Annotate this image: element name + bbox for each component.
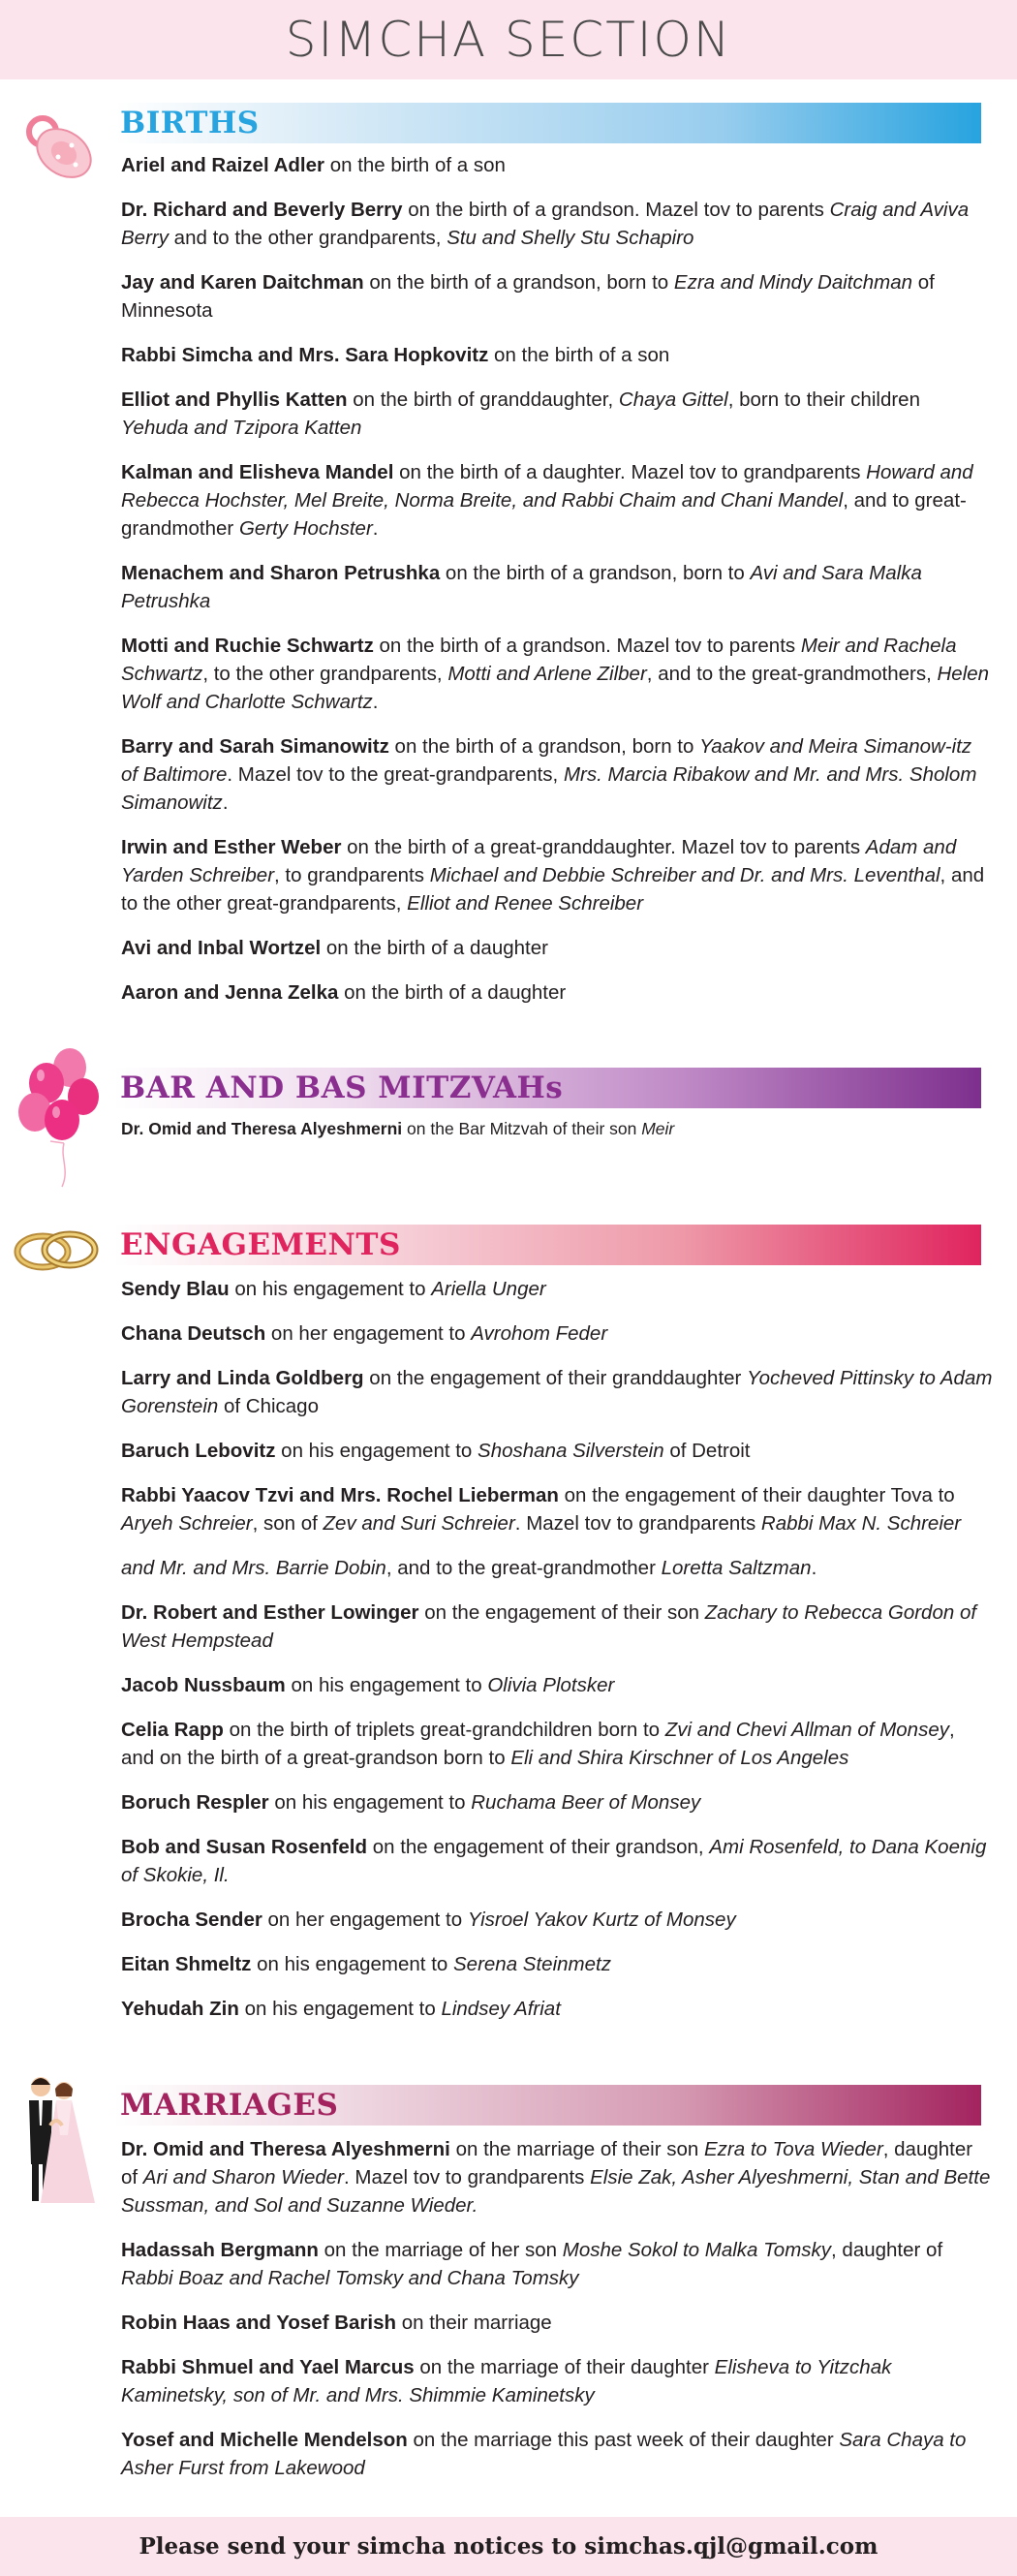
entry-text: on the marriage of their daughter (414, 2356, 715, 2378)
entry-text: , to the other grandparents, (202, 663, 448, 685)
honoree-name: Dr. Omid and Theresa Alyeshmerni (121, 2138, 450, 2160)
family-names: Ariella Unger (431, 1278, 546, 1300)
honoree-name: Robin Haas and Yosef Barish (121, 2312, 397, 2334)
family-names: Ezra and Mindy Daitchman (673, 271, 913, 294)
page-banner (0, 0, 1017, 79)
entry-text: on the birth of a great-granddaughter. Mazel tov to parents (341, 836, 866, 858)
wedding-rings-icon (8, 1223, 105, 1277)
family-names: Rabbi Boaz and Rachel Tomsky and Chana Tomsky (121, 2267, 579, 2289)
family-names: Yaakov and Meira Simanow-itz of Baltimore (121, 735, 972, 786)
footer-banner (0, 2517, 1017, 2576)
entry-text: on his engagement to (251, 1953, 453, 1975)
announcement-entry (121, 1437, 993, 1465)
family-names: Chaya Gittel (618, 388, 728, 411)
entry-text: on his engagement to (285, 1674, 488, 1696)
entry-text: on the birth of a son (488, 344, 670, 366)
entry-text: and to the other grandparents, (168, 227, 447, 249)
family-names: Loretta Saltzman (661, 1557, 812, 1579)
balloons-icon (14, 1046, 110, 1192)
honoree-name: Elliot and Phyllis Katten (121, 388, 348, 411)
family-names: Elsie Zak, Asher Alyeshmerni, Stan and Bette Sussman, and Sol and Suzanne Wieder. (121, 2166, 991, 2217)
honoree-name: Celia Rapp (121, 1719, 224, 1741)
honoree-name: Chana Deutsch (121, 1322, 266, 1345)
entry-text: on the birth of triplets great-grandchildren born to (223, 1719, 665, 1741)
entry-text: on the birth of a daughter (321, 937, 548, 959)
entry-text: of Minnesota (121, 271, 935, 322)
honoree-name: Brocha Sender (121, 1909, 262, 1931)
entry-text: , and to great-grandmother (121, 489, 967, 540)
honoree-name: Boruch Respler (121, 1791, 269, 1814)
entry-text: on the engagement of their daughter Tova to (558, 1484, 955, 1506)
family-names: Adam and Yarden Schreiber (121, 836, 957, 886)
honoree-name: Motti and Ruchie Schwartz (121, 635, 374, 657)
entry-text: on the birth of a son (324, 154, 506, 176)
announcement-entry (121, 1319, 993, 1348)
births-header (114, 103, 981, 143)
entry-text: on the Bar Mitzvah of their son (402, 1119, 642, 1138)
honoree-name: Ariel and Raizel Adler (121, 154, 324, 176)
entry-text: on the birth of a daughter (338, 981, 567, 1004)
honoree-name: Sendy Blau (121, 1278, 230, 1300)
entry-text: on his engagement to (229, 1278, 432, 1300)
entry-text: , and to the other great-grandparents, (121, 864, 985, 915)
announcement-entry (121, 268, 993, 325)
honoree-name: Avi and Inbal Wortzel (121, 937, 322, 959)
entry-text: . Mazel tov to grandparents (514, 1512, 761, 1535)
honoree-name: Bob and Susan Rosenfeld (121, 1836, 367, 1858)
announcement-entry (121, 934, 993, 962)
family-names: Zev and Suri Schreier (323, 1512, 515, 1535)
entry-text: . Mazel tov to grandparents (344, 2166, 591, 2188)
honoree-name: Yehudah Zin (121, 1998, 239, 2020)
announcement-entry (121, 2135, 993, 2219)
announcement-entry (121, 833, 993, 917)
footer-notice: Please send your simcha notices to simchas.qjl@gmail.com (139, 2533, 878, 2560)
family-names: Yocheved Pittinsky to Adam Gorenstein (121, 1367, 993, 1417)
announcement-entry (121, 1906, 993, 1934)
honoree-name: Jacob Nussbaum (121, 1674, 286, 1696)
mitzvahs-list (121, 1116, 993, 1158)
entry-text: on their marriage (396, 2312, 552, 2334)
announcement-entry (121, 1554, 993, 1582)
family-names: Craig and Aviva Berry (121, 199, 970, 249)
announcement-entry (121, 2353, 993, 2409)
entry-text: on his engagement to (275, 1440, 478, 1462)
honoree-name: Baruch Lebovitz (121, 1440, 276, 1462)
entry-text: , son of (252, 1512, 324, 1535)
announcement-entry (121, 1950, 993, 1978)
entry-text: , born to their children (727, 388, 920, 411)
births-title: BIRTHS (120, 106, 260, 140)
announcement-entry (121, 978, 993, 1007)
family-names: Ruchama Beer of Monsey (471, 1791, 701, 1814)
family-names: Lindsey Afriat (441, 1998, 561, 2020)
entry-text: on the birth of a grandson, born to (363, 271, 674, 294)
family-names: Elliot and Renee Schreiber (407, 892, 644, 915)
family-names: Ezra to Tova Wieder (703, 2138, 883, 2160)
entry-text: on his engagement to (238, 1998, 442, 2020)
entry-text: on the birth of a grandson. Mazel tov to parents (402, 199, 830, 221)
mitzvahs-title: BAR AND BAS MITZVAHs (120, 1071, 564, 1105)
family-names: Gerty Hochster (238, 517, 373, 540)
honoree-name: Eitan Shmeltz (121, 1953, 252, 1975)
page-title: SIMCHA SECTION (285, 12, 732, 68)
honoree-name: Jay and Karen Daitchman (121, 271, 364, 294)
family-names: Zachary to Rebecca Gordon of West Hempstead (121, 1601, 977, 1652)
mitzvahs-header (114, 1068, 981, 1108)
entry-text: on her engagement to (262, 1909, 468, 1931)
family-names: Moshe Sokol to Malka Tomsky (562, 2239, 832, 2261)
family-names: Sara Chaya to Asher Furst from Lakewood (121, 2429, 967, 2479)
family-names: and Mr. and Mrs. Barrie Dobin (121, 1557, 386, 1579)
bride-and-groom-icon (8, 2067, 105, 2213)
honoree-name: Rabbi Simcha and Mrs. Sara Hopkovitz (121, 344, 489, 366)
announcement-entry (121, 341, 993, 369)
entry-text: . (222, 791, 229, 814)
announcement-entry (121, 1116, 993, 1141)
honoree-name: Rabbi Yaacov Tzvi and Mrs. Rochel Lieberman (121, 1484, 559, 1506)
honoree-name: Aaron and Jenna Zelka (121, 981, 339, 1004)
family-names: Shoshana Silverstein (478, 1440, 664, 1462)
family-names: Zvi and Chevi Allman of Monsey (664, 1719, 949, 1741)
family-names: Rabbi Max N. Schreier (760, 1512, 962, 1535)
family-names: Mrs. Marcia Ribakow and Mr. and Mrs. Sholom Simanowitz (121, 763, 977, 814)
announcement-entry (121, 1833, 993, 1889)
announcement-entry (121, 632, 993, 716)
entry-text: . Mazel tov to the great-grandparents, (227, 763, 564, 786)
entry-text: , and to the great-grandmother (385, 1557, 662, 1579)
family-names: Elisheva to Yitzchak Kaminetsky, son of Mr. and Mrs. Shimmie Kaminetsky (121, 2356, 892, 2406)
announcement-entry (121, 2309, 993, 2337)
entry-text: on the birth of a daughter. Mazel tov to grandparents (393, 461, 867, 483)
entry-text: . (372, 691, 379, 713)
family-names: Howard and Rebecca Hochster, Mel Breite, Norma Breite, and Rabbi Chaim and Chani Mandel (121, 461, 973, 512)
entry-text: on the engagement of their grandson, (367, 1836, 710, 1858)
honoree-name: Kalman and Elisheva Mandel (121, 461, 394, 483)
family-names: Motti and Arlene Zilber (447, 663, 647, 685)
entry-text: on his engagement to (268, 1791, 472, 1814)
pacifier-icon (21, 107, 99, 184)
entry-text: of Detroit (663, 1440, 751, 1462)
entry-text: on the birth of a grandson. Mazel tov to parents (373, 635, 801, 657)
honoree-name: Barry and Sarah Simanowitz (121, 735, 389, 758)
marriages-list (121, 2135, 993, 2498)
entry-text: , and on the birth of a great-grandson born to (121, 1719, 955, 1769)
births-list (121, 151, 993, 1023)
entry-text: on the birth of a grandson, born to (440, 562, 751, 584)
entry-text: on the birth of granddaughter, (347, 388, 619, 411)
entry-text: . (811, 1557, 817, 1579)
entry-text: on her engagement to (265, 1322, 472, 1345)
honoree-name: Menachem and Sharon Petrushka (121, 562, 441, 584)
family-names: Avi and Sara Malka Petrushka (121, 562, 922, 612)
family-names: Meir (641, 1119, 675, 1138)
family-names: Stu and Shelly Stu Schapiro (447, 227, 694, 249)
announcement-entry (121, 2236, 993, 2292)
marriages-title: MARRIAGES (120, 2088, 339, 2123)
family-names: Helen Wolf and Charlotte Schwartz (121, 663, 990, 713)
announcement-entry (121, 196, 993, 252)
marriages-header (114, 2085, 981, 2126)
family-names: Ari and Sharon Wieder (142, 2166, 344, 2188)
engagements-header (114, 1225, 981, 1265)
announcement-entry (121, 1364, 993, 1420)
honoree-name: Yosef and Michelle Mendelson (121, 2429, 408, 2451)
entry-text: on the engagement of their granddaughter (363, 1367, 748, 1389)
announcement-entry (121, 1995, 993, 2023)
announcement-entry (121, 386, 993, 442)
entry-text: , to grandparents (274, 864, 430, 886)
announcement-entry (121, 1788, 993, 1816)
family-names: Avrohom Feder (471, 1322, 608, 1345)
honoree-name: Rabbi Shmuel and Yael Marcus (121, 2356, 415, 2378)
entry-text: on the engagement of their son (418, 1601, 705, 1624)
honoree-name: Dr. Richard and Beverly Berry (121, 199, 403, 221)
honoree-name: Dr. Omid and Theresa Alyeshmerni (121, 1119, 403, 1138)
entry-text: , daughter of (121, 2138, 973, 2188)
family-names: Michael and Debbie Schreiber and Dr. and Mrs. Leventhal (429, 864, 940, 886)
honoree-name: Dr. Robert and Esther Lowinger (121, 1601, 419, 1624)
announcement-entry (121, 559, 993, 615)
family-names: Yehuda and Tzipora Katten (121, 417, 362, 439)
family-names: Eli and Shira Kirschner of Los Angeles (510, 1747, 849, 1769)
announcement-entry (121, 1481, 993, 1537)
announcement-entry (121, 151, 993, 179)
announcement-entry (121, 1275, 993, 1303)
family-names: Aryeh Schreier (121, 1512, 253, 1535)
entry-text: , daughter of (831, 2239, 943, 2261)
entry-text: of Chicago (218, 1395, 319, 1417)
family-names: Olivia Plotsker (487, 1674, 615, 1696)
entry-text: . (372, 517, 379, 540)
engagements-title: ENGAGEMENTS (120, 1227, 401, 1262)
announcement-entry (121, 732, 993, 817)
family-names: Ami Rosenfeld, to Dana Koenig of Skokie, Il. (121, 1836, 987, 1886)
entry-text: on the marriage of her son (318, 2239, 563, 2261)
announcement-entry (121, 458, 993, 543)
honoree-name: Larry and Linda Goldberg (121, 1367, 364, 1389)
entry-text: , and to the great-grandmothers, (646, 663, 938, 685)
family-names: Yisroel Yakov Kurtz of Monsey (467, 1909, 736, 1931)
honoree-name: Hadassah Bergmann (121, 2239, 319, 2261)
family-names: Serena Steinmetz (453, 1953, 611, 1975)
honoree-name: Irwin and Esther Weber (121, 836, 342, 858)
announcement-entry (121, 2426, 993, 2482)
family-names: Meir and Rachela Schwartz (121, 635, 957, 685)
entry-text: on the marriage of their son (449, 2138, 704, 2160)
entry-text: on the marriage this past week of their daughter (407, 2429, 840, 2451)
entry-text: on the birth of a grandson, born to (388, 735, 700, 758)
announcement-entry (121, 1671, 993, 1699)
announcement-entry (121, 1598, 993, 1655)
engagements-list (121, 1275, 993, 2039)
announcement-entry (121, 1716, 993, 1772)
